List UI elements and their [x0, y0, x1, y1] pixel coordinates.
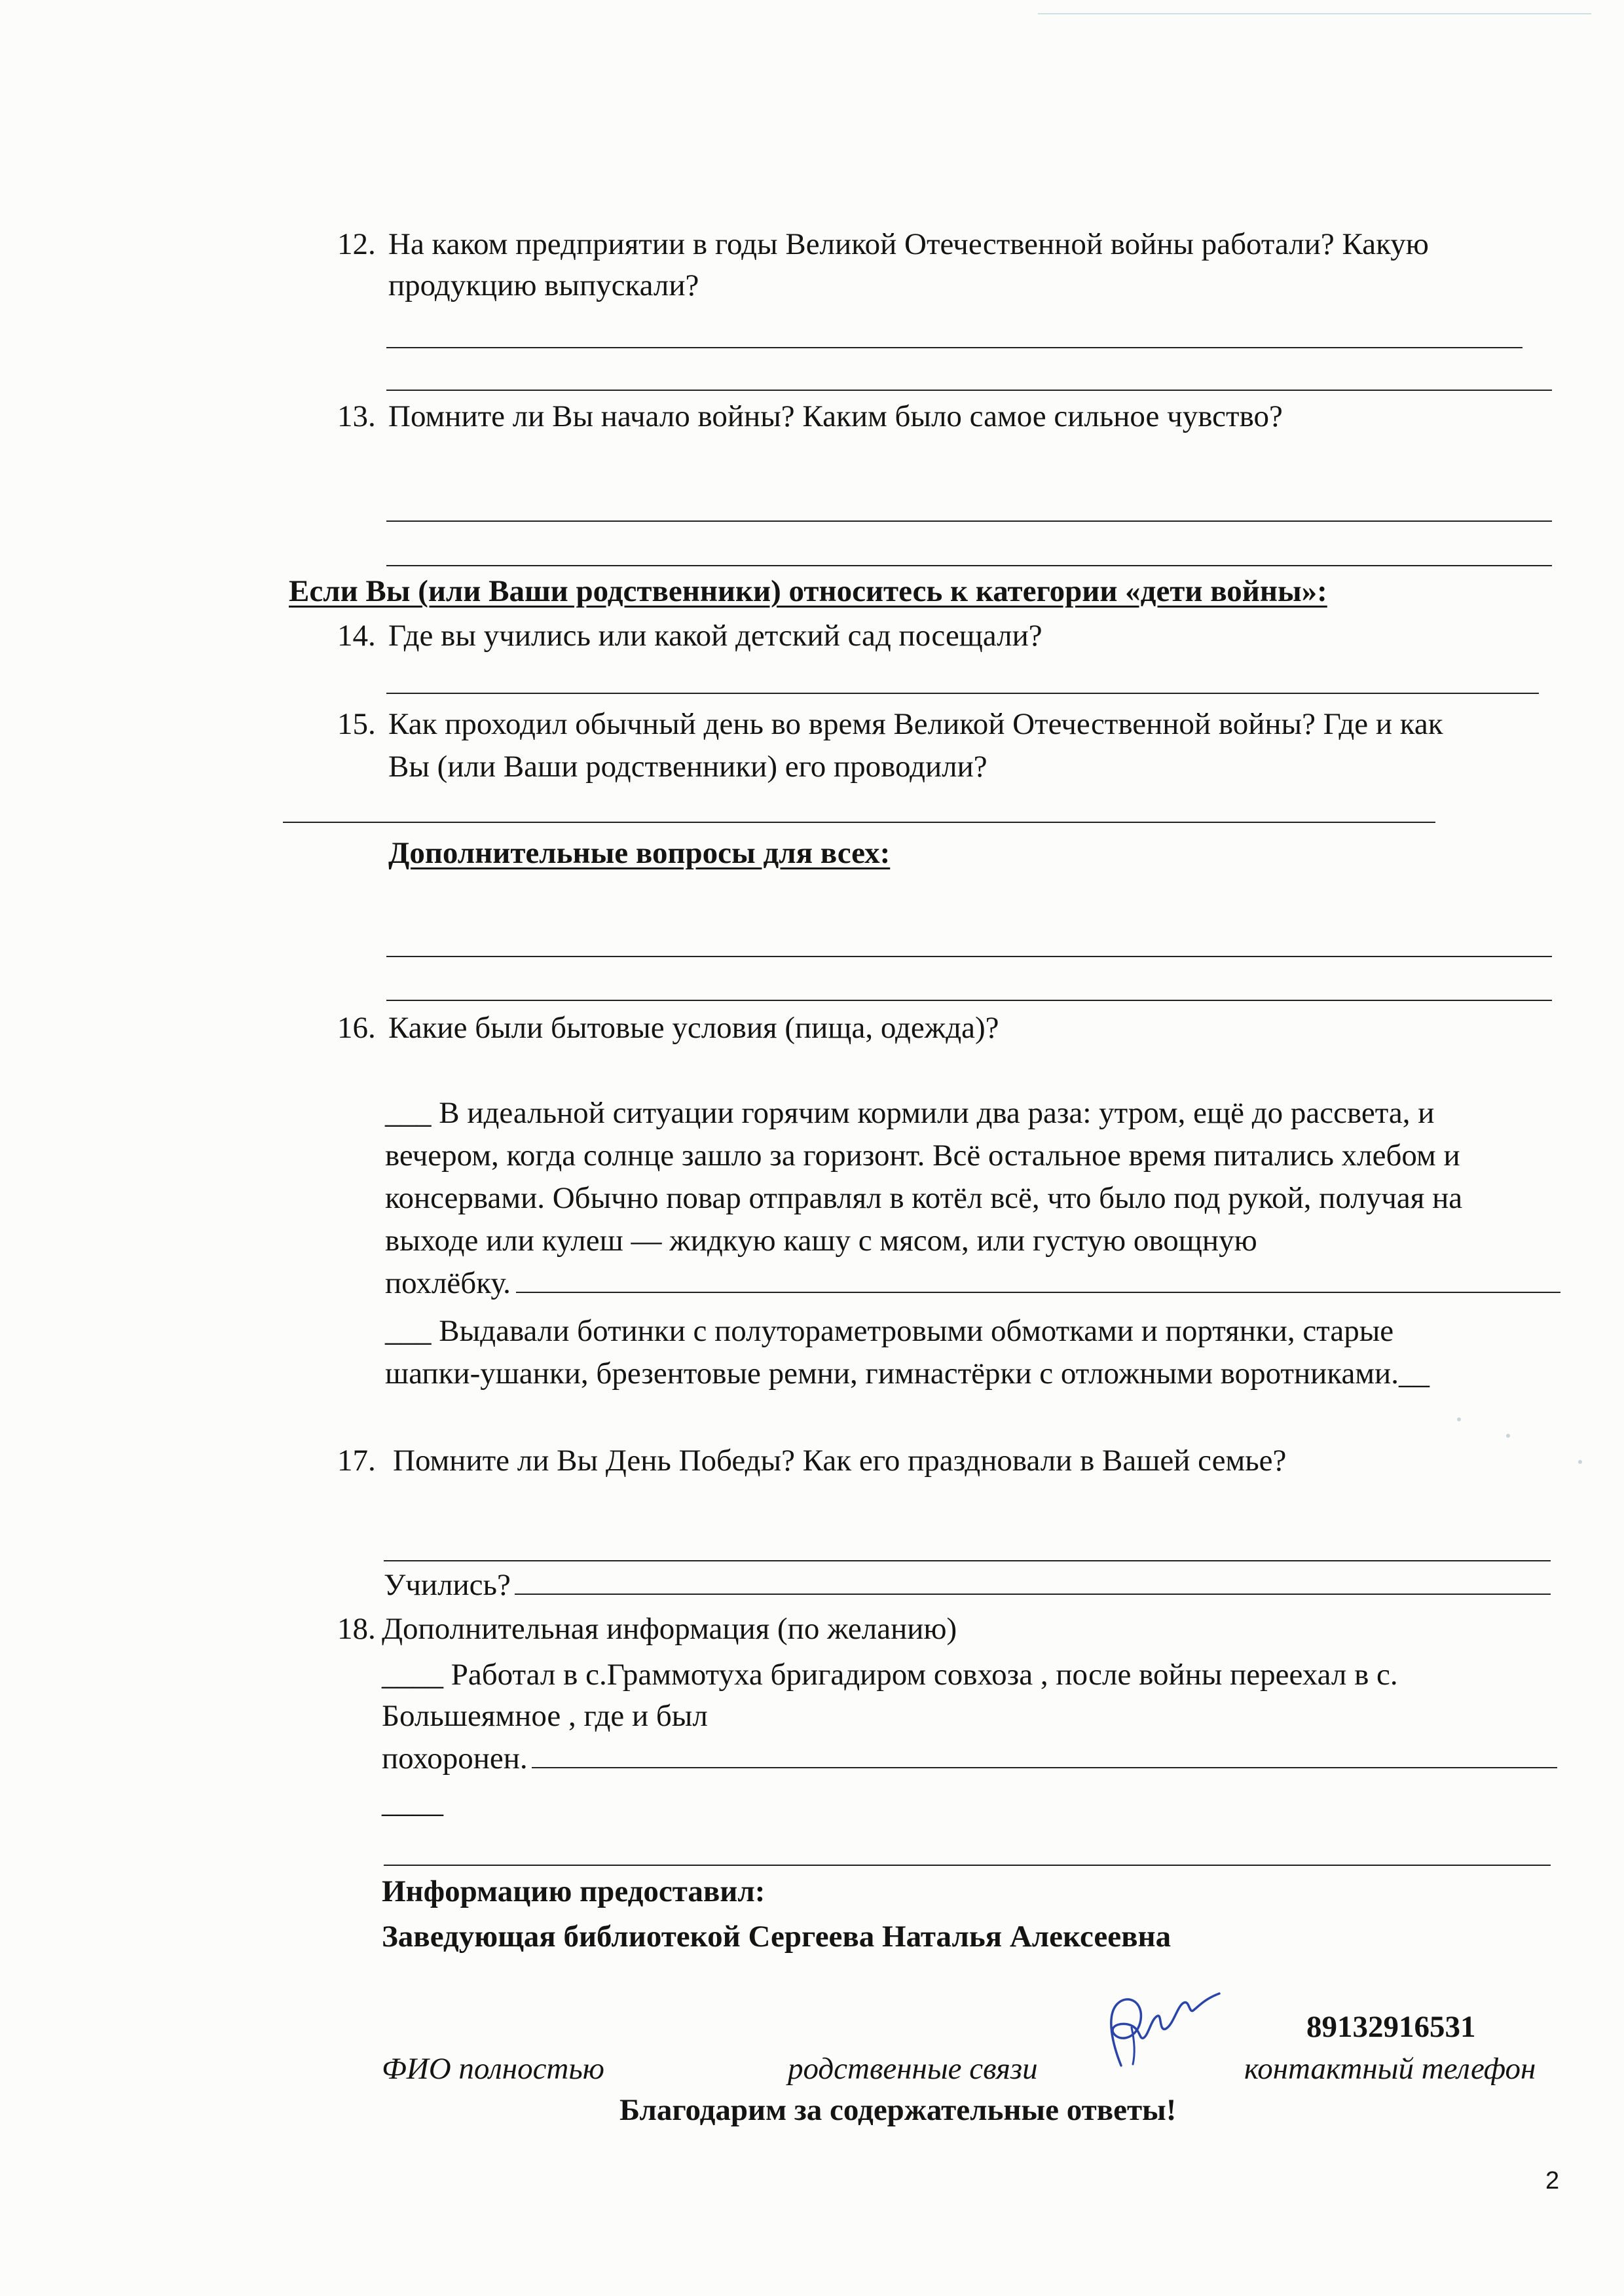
answer-text: похоронен. [382, 1741, 528, 1776]
provider-name: Заведующая библиотекой Сергеева Наталья Алексеевна [382, 1920, 1172, 1954]
phone-caption: контактный телефон [1244, 2052, 1536, 2086]
answer-text: вечером, когда солнце зашло за горизонт. Всё остальное время питались хлебом и [385, 1139, 1460, 1173]
scan-speck [1506, 1434, 1510, 1438]
question-number: 14. [337, 619, 376, 653]
answer-line [386, 565, 1552, 566]
answer-line [386, 390, 1552, 391]
answer-line-with-text [382, 1743, 1557, 1774]
answer-text: консервами. Обычно повар отправлял в котёл всё, что было под рукой, получая на [385, 1181, 1463, 1215]
question-text: Где вы учились или какой детский сад посещали? [388, 619, 1043, 653]
relation-caption: родственные связи [788, 2052, 1038, 2086]
answer-line [386, 693, 1539, 694]
signature [1094, 1987, 1225, 2072]
answer-underline [532, 1766, 1557, 1768]
thanks-text: Благодарим за содержательные ответы! [619, 2093, 1177, 2127]
question-text: Помните ли Вы День Победы? Как его праздновали в Вашей семье? [393, 1444, 1287, 1478]
answer-line-with-text [385, 1268, 1560, 1299]
answer-text: Большеямное , где и был [382, 1699, 708, 1733]
answer-line [386, 1000, 1552, 1001]
question-text: Помните ли Вы начало войны? Каким было самое сильное чувство? [388, 399, 1283, 433]
answer-underline [515, 1592, 1551, 1595]
answer-text: ___ Выдавали ботинки с полутораметровыми обмотками и портянки, старые [385, 1314, 1394, 1348]
answer-line [283, 822, 1435, 823]
answer-text: ___ В идеальной ситуации горячим кормили два раза: утром, ещё до рассвета, и [385, 1096, 1435, 1130]
provider-heading: Информацию предоставил: [382, 1874, 766, 1908]
question-number: 15. [337, 707, 376, 741]
answer-line [386, 956, 1552, 957]
answer-line [386, 520, 1552, 522]
section-heading: Если Вы (или Ваши родственники) относитесь к категории «дети войны»: [289, 574, 1327, 608]
answer-line [384, 1865, 1551, 1866]
answer-underline [516, 1290, 1560, 1293]
question-text: Какие были бытовые условия (пища, одежда)? [388, 1011, 999, 1045]
scan-speck [1457, 1417, 1461, 1421]
page-number: 2 [1545, 2167, 1560, 2195]
contact-phone: 89132916531 [1306, 2010, 1476, 2044]
question-number: 16. [337, 1011, 376, 1045]
question-number: 12. [337, 227, 376, 261]
question-text: Дополнительная информация (по желанию) [382, 1612, 957, 1646]
studied-label: Учились? [384, 1568, 511, 1602]
question-text: Вы (или Ваши родственники) его проводили? [388, 750, 987, 784]
question-number: 18. [337, 1612, 376, 1646]
fio-caption: ФИО полностью [382, 2052, 604, 2086]
question-number: 17. [337, 1444, 376, 1478]
question-text: На каком предприятии в годы Великой Отечественной войны работали? Какую [388, 227, 1429, 261]
answer-line-with-text [384, 1570, 1551, 1601]
scan-speck [1578, 1460, 1582, 1464]
answer-line [384, 1560, 1551, 1561]
answer-text: выходе или кулеш — жидкую кашу с мясом, или густую овощную [385, 1224, 1257, 1258]
question-text: Как проходил обычный день во время Великой Отечественной войны? Где и как [388, 707, 1443, 741]
answer-text: шапки-ушанки, брезентовые ремни, гимнастёрки с отложными воротниками.__ [385, 1357, 1430, 1391]
additional-heading: Дополнительные вопросы для всех: [388, 836, 891, 870]
question-number: 13. [337, 399, 376, 433]
answer-text: ____ Работал в с.Граммотуха бригадиром совхоза , после войны переехал в с. [382, 1658, 1398, 1692]
question-text: продукцию выпускали? [388, 268, 699, 302]
scan-top-edge [1038, 13, 1591, 14]
answer-text: похлёбку. [385, 1266, 511, 1300]
answer-line [386, 347, 1522, 348]
answer-text: ____ [382, 1785, 443, 1819]
